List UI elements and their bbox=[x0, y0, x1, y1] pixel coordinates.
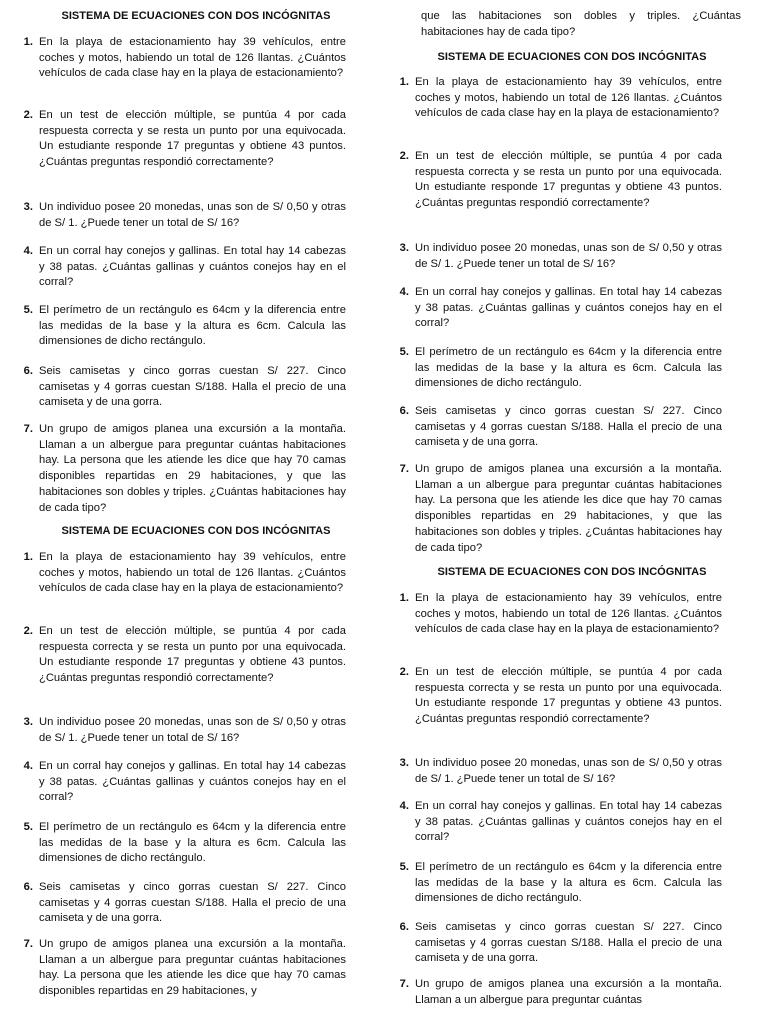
problem-text: Seis camisetas y cinco gorras cuestan S/ 227. Cinco camisetas y 4 gorras cuestan S/188. Halla el precio de una camiseta y de una gorra. bbox=[415, 405, 722, 449]
problem-item bbox=[396, 591, 722, 638]
problem-text: En un test de elección múltiple, se puntúa 4 por cada respuesta correcta y se resta un punto por una equivocada. Un estudiante responde 17 preguntas y obtiene 43 puntos. ¿Cuántas preguntas respondió correctamente? bbox=[415, 666, 722, 726]
problem-number: 3. bbox=[399, 242, 409, 254]
problem-number: 5. bbox=[23, 304, 33, 316]
problem-number: 6. bbox=[23, 365, 33, 377]
problem-number: 2. bbox=[399, 150, 409, 162]
problem-item bbox=[20, 244, 346, 291]
problem-text: En un test de elección múltiple, se puntúa 4 por cada respuesta correcta y se resta un punto por una equivocada. Un estudiante responde 17 preguntas y obtiene 43 puntos. ¿Cuántas preguntas respondió correctamente? bbox=[415, 150, 722, 210]
problem-item bbox=[396, 404, 722, 451]
problem-item bbox=[20, 364, 346, 411]
problem-number: 3. bbox=[399, 757, 409, 769]
problem-item bbox=[20, 880, 346, 927]
problem-text: En la playa de estacionamiento hay 39 vehículos, entre coches y motos, habiendo un total de 126 llantas. ¿Cuántos vehículos de cada clase hay en la playa de estacionamiento? bbox=[415, 76, 722, 120]
problem-text: En un test de elección múltiple, se puntúa 4 por cada respuesta correcta y se resta un punto por una equivocada. Un estudiante responde 17 preguntas y obtiene 43 puntos. ¿Cuántas preguntas respondió correctamente? bbox=[39, 625, 346, 685]
problem-text: Un individuo posee 20 monedas, unas son de S/ 0,50 y otras de S/ 1. ¿Puede tener un total de S/ 16? bbox=[39, 716, 346, 744]
problem-number: 2. bbox=[399, 666, 409, 678]
problem-number: 6. bbox=[399, 921, 409, 933]
problem-number: 1. bbox=[23, 551, 33, 563]
problem-text: El perímetro de un rectángulo es 64cm y la diferencia entre las medidas de la base y la altura es 6cm. Calcula las dimensiones de dicho rectángulo. bbox=[39, 821, 346, 865]
problem-text: Seis camisetas y cinco gorras cuestan S/ 227. Cinco camisetas y 4 gorras cuestan S/188. Halla el precio de una camiseta y de una gorra. bbox=[415, 921, 722, 965]
problem-item bbox=[20, 550, 346, 597]
problem-text: En la playa de estacionamiento hay 39 vehículos, entre coches y motos, habiendo un total de 126 llantas. ¿Cuántos vehículos de cada clase hay en la playa de estacionamiento? bbox=[415, 592, 722, 636]
problem-item bbox=[396, 462, 722, 556]
problem-number: 7. bbox=[23, 423, 33, 435]
problem-number: 4. bbox=[399, 286, 409, 298]
problem-number: 5. bbox=[23, 821, 33, 833]
right-column bbox=[396, 0, 741, 1024]
section-title: SISTEMA DE ECUACIONES CON DOS INCÓGNITAS bbox=[61, 525, 331, 537]
problem-item bbox=[20, 820, 346, 867]
problem-number: 4. bbox=[399, 800, 409, 812]
problem-item bbox=[20, 422, 346, 516]
problem-item bbox=[20, 303, 346, 350]
problem-number: 1. bbox=[399, 76, 409, 88]
problem-text: Un grupo de amigos planea una excursión a la montaña. Llaman a un albergue para preguntar cuántas habitaciones hay. La persona que les atiende les dice que hay 70 camas disponibles repartidas en 29 habitaciones, y que las habitaciones son dobles y triples. ¿Cuántas habitaciones hay de cada tipo? bbox=[39, 423, 346, 514]
problem-number: 4. bbox=[23, 760, 33, 772]
continuation-text: que las habitaciones son dobles y triples. ¿Cuántas habitaciones hay de cada tipo? bbox=[421, 10, 741, 38]
problem-number: 2. bbox=[23, 109, 33, 121]
problem-text: Un individuo posee 20 monedas, unas son de S/ 0,50 y otras de S/ 1. ¿Puede tener un total de S/ 16? bbox=[415, 242, 722, 270]
problem-number: 2. bbox=[23, 625, 33, 637]
problem-text: En un test de elección múltiple, se puntúa 4 por cada respuesta correcta y se resta un punto por una equivocada. Un estudiante responde 17 preguntas y obtiene 43 puntos. ¿Cuántas preguntas respondió correctamente? bbox=[39, 109, 346, 169]
problem-number: 1. bbox=[399, 592, 409, 604]
problem-item bbox=[20, 200, 346, 231]
section-title: SISTEMA DE ECUACIONES CON DOS INCÓGNITAS bbox=[437, 566, 707, 578]
problem-item bbox=[20, 937, 346, 1000]
problem-item bbox=[20, 624, 346, 687]
problem-text: Un grupo de amigos planea una excursión a la montaña. Llaman a un albergue para preguntar cuántas bbox=[415, 978, 722, 1006]
problem-item bbox=[396, 241, 722, 272]
problem-item bbox=[396, 149, 722, 212]
problem-number: 6. bbox=[23, 881, 33, 893]
problem-number: 6. bbox=[399, 405, 409, 417]
problem-text: Un grupo de amigos planea una excursión a la montaña. Llaman a un albergue para preguntar cuántas habitaciones hay. La persona que les atiende les dice que hay 70 camas disponibles repartidas en 29 habitaciones, y bbox=[39, 938, 346, 998]
problem-item bbox=[20, 35, 346, 82]
problem-number: 7. bbox=[23, 938, 33, 950]
problem-text: El perímetro de un rectángulo es 64cm y la diferencia entre las medidas de la base y la altura es 6cm. Calcula las dimensiones de dicho rectángulo. bbox=[39, 304, 346, 348]
problem-item bbox=[20, 108, 346, 171]
problem-number: 4. bbox=[23, 245, 33, 257]
problem-text: El perímetro de un rectángulo es 64cm y la diferencia entre las medidas de la base y la altura es 6cm. Calcula las dimensiones de dicho rectángulo. bbox=[415, 861, 722, 905]
problem-text: Seis camisetas y cinco gorras cuestan S/ 227. Cinco camisetas y 4 gorras cuestan S/188. Halla el precio de una camiseta y de una gorra. bbox=[39, 881, 346, 925]
problem-text: En la playa de estacionamiento hay 39 vehículos, entre coches y motos, habiendo un total de 126 llantas. ¿Cuántos vehículos de cada clase hay en la playa de estacionamiento? bbox=[39, 36, 346, 80]
problem-text: En un corral hay conejos y gallinas. En total hay 14 cabezas y 38 patas. ¿Cuántas gallinas y cuántos conejos hay en el corral? bbox=[415, 800, 722, 844]
problem-item bbox=[396, 665, 722, 728]
problem-text: En la playa de estacionamiento hay 39 vehículos, entre coches y motos, habiendo un total de 126 llantas. ¿Cuántos vehículos de cada clase hay en la playa de estacionamiento? bbox=[39, 551, 346, 595]
problem-text: En un corral hay conejos y gallinas. En total hay 14 cabezas y 38 patas. ¿Cuántas gallinas y cuántos conejos hay en el corral? bbox=[39, 245, 346, 289]
problem-text: En un corral hay conejos y gallinas. En total hay 14 cabezas y 38 patas. ¿Cuántas gallinas y cuántos conejos hay en el corral? bbox=[39, 760, 346, 804]
problem-text: El perímetro de un rectángulo es 64cm y la diferencia entre las medidas de la base y la altura es 6cm. Calcula las dimensiones de dicho rectángulo. bbox=[415, 346, 722, 390]
problem-number: 1. bbox=[23, 36, 33, 48]
problem-text: Un individuo posee 20 monedas, unas son de S/ 0,50 y otras de S/ 1. ¿Puede tener un total de S/ 16? bbox=[415, 757, 722, 785]
problem-number: 5. bbox=[399, 861, 409, 873]
left-column bbox=[20, 0, 346, 1024]
problem-text: Un grupo de amigos planea una excursión a la montaña. Llaman a un albergue para preguntar cuántas habitaciones hay. La persona que les atiende les dice que hay 70 camas disponibles repartidas en 29 habitaciones, y que las habitaciones son dobles y triples. ¿Cuántas habitaciones hay de cada tipo? bbox=[415, 463, 722, 554]
problem-number: 5. bbox=[399, 346, 409, 358]
problem-number: 7. bbox=[399, 463, 409, 475]
problem-item bbox=[396, 345, 722, 392]
problem-item bbox=[396, 860, 722, 907]
problem-item bbox=[396, 799, 722, 846]
problem-item bbox=[20, 759, 346, 806]
problem-text: Un individuo posee 20 monedas, unas son de S/ 0,50 y otras de S/ 1. ¿Puede tener un total de S/ 16? bbox=[39, 201, 346, 229]
problem-number: 3. bbox=[23, 201, 33, 213]
section-title: SISTEMA DE ECUACIONES CON DOS INCÓGNITAS bbox=[437, 51, 707, 63]
problem-text: Seis camisetas y cinco gorras cuestan S/ 227. Cinco camisetas y 4 gorras cuestan S/188. Halla el precio de una camiseta y de una gorra. bbox=[39, 365, 346, 409]
problem-item bbox=[396, 756, 722, 787]
problem-item bbox=[20, 715, 346, 746]
problem-number: 7. bbox=[399, 978, 409, 990]
problem-item bbox=[396, 920, 722, 967]
section-title: SISTEMA DE ECUACIONES CON DOS INCÓGNITAS bbox=[61, 10, 331, 22]
problem-item bbox=[396, 285, 722, 332]
problem-item bbox=[396, 75, 722, 122]
problem-item bbox=[396, 977, 722, 1008]
problem-number: 3. bbox=[23, 716, 33, 728]
problem-text: En un corral hay conejos y gallinas. En total hay 14 cabezas y 38 patas. ¿Cuántas gallinas y cuántos conejos hay en el corral? bbox=[415, 286, 722, 330]
